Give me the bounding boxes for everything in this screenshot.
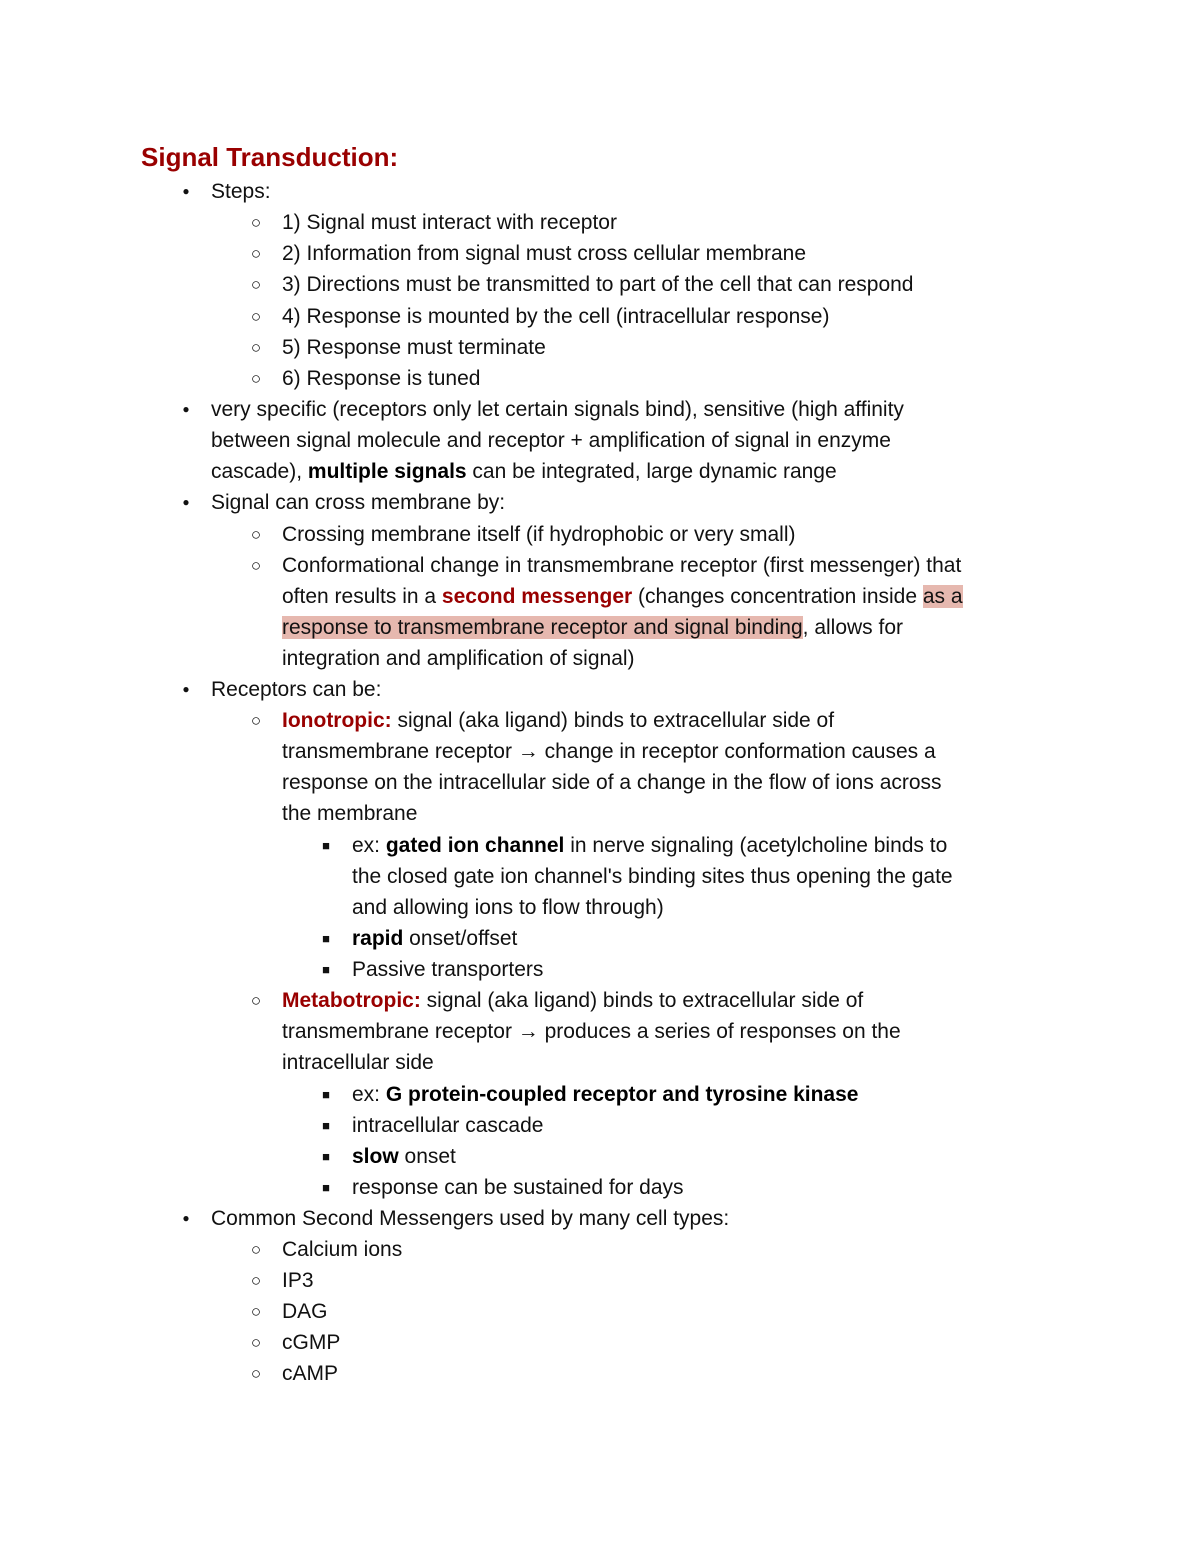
cross-item: Crossing membrane itself (if hydrophobic or very small) <box>282 523 796 546</box>
metabotropic-line: Metabotropic: signal (aka ligand) binds to extracellular side of <box>282 989 864 1012</box>
ionotropic-line: transmembrane receptor → change in receptor conformation causes a <box>282 740 936 763</box>
messenger-item: cGMP <box>282 1331 341 1354</box>
bullet-square: ■ <box>322 1180 330 1195</box>
bullet-square: ■ <box>322 838 330 853</box>
bullet-square: ■ <box>322 1118 330 1133</box>
step-item: 2) Information from signal must cross cellular membrane <box>282 242 807 265</box>
bullet-circle: ○ <box>250 275 262 294</box>
ionotropic-line: Ionotropic: signal (aka ligand) binds to extracellular side of <box>282 709 835 732</box>
cross-label: Signal can cross membrane by: <box>211 491 506 514</box>
bullet-dot: ● <box>182 495 190 509</box>
ionotropic-example: and allowing ions to flow through) <box>352 896 664 919</box>
ionotropic-passive: Passive transporters <box>352 958 544 981</box>
ionotropic-term: Ionotropic: <box>282 709 392 732</box>
metabotropic-sustained: response can be sustained for days <box>352 1176 684 1199</box>
metabotropic-cascade: intracellular cascade <box>352 1114 544 1137</box>
bullet-dot: ● <box>182 184 190 198</box>
metabotropic-line: transmembrane receptor → produces a series of responses on the <box>282 1020 901 1043</box>
bullet-circle: ○ <box>250 525 262 544</box>
properties-line: very specific (receptors only let certain signals bind), sensitive (high affinity <box>211 398 904 421</box>
ionotropic-example: ex: gated ion channel in nerve signaling (acetylcholine binds to <box>352 834 948 857</box>
ionotropic-line: the membrane <box>282 802 418 825</box>
bullet-circle: ○ <box>250 1333 262 1352</box>
steps-label: Steps: <box>211 180 271 203</box>
bullet-circle: ○ <box>250 307 262 326</box>
ionotropic-example: the closed gate ion channel's binding sites thus opening the gate <box>352 865 953 888</box>
step-item: 4) Response is mounted by the cell (intracellular response) <box>282 305 830 328</box>
cross-item: often results in a second messenger (changes concentration inside as a <box>282 585 963 608</box>
bullet-circle: ○ <box>250 991 262 1010</box>
bullet-square: ■ <box>322 1087 330 1102</box>
page-title: Signal Transduction: <box>141 142 399 172</box>
bullet-circle: ○ <box>250 244 262 263</box>
bullet-circle: ○ <box>250 369 262 388</box>
metabotropic-example: ex: G protein-coupled receptor and tyrosine kinase <box>352 1083 859 1106</box>
messenger-item: DAG <box>282 1300 328 1323</box>
second-messenger-term: second messenger <box>441 585 633 608</box>
bullet-circle: ○ <box>250 1271 262 1290</box>
bullet-circle: ○ <box>250 556 262 575</box>
bullet-square: ■ <box>322 931 330 946</box>
step-item: 5) Response must terminate <box>282 336 546 359</box>
messengers-label: Common Second Messengers used by many cell types: <box>211 1207 730 1230</box>
step-item: 3) Directions must be transmitted to part of the cell that can respond <box>282 273 914 296</box>
bullet-circle: ○ <box>250 711 262 730</box>
receptors-label: Receptors can be: <box>211 678 382 701</box>
highlighted-text: response to transmembrane receptor and signal binding <box>282 616 803 639</box>
highlighted-text: as a <box>922 585 963 608</box>
bullet-dot: ● <box>182 402 190 416</box>
step-item: 6) Response is tuned <box>282 367 481 390</box>
properties-line: cascade), multiple signals can be integrated, large dynamic range <box>211 460 837 483</box>
bullet-circle: ○ <box>250 1302 262 1321</box>
messenger-item: IP3 <box>282 1269 314 1292</box>
multiple-signals-term: multiple signals <box>307 460 467 483</box>
metabotropic-slow: slow onset <box>352 1145 456 1168</box>
bullet-dot: ● <box>182 1211 190 1225</box>
metabotropic-term: Metabotropic: <box>282 989 421 1012</box>
bullet-square: ■ <box>322 1149 330 1164</box>
properties-line: between signal molecule and receptor + amplification of signal in enzyme <box>211 429 891 452</box>
bullet-circle: ○ <box>250 1364 262 1383</box>
bullet-circle: ○ <box>250 213 262 232</box>
cross-item: response to transmembrane receptor and signal binding, allows for <box>282 616 904 639</box>
ionotropic-line: response on the intracellular side of a change in the flow of ions across <box>282 771 942 794</box>
messenger-item: cAMP <box>282 1362 339 1385</box>
step-item: 1) Signal must interact with receptor <box>282 211 617 234</box>
bullet-square: ■ <box>322 962 330 977</box>
cross-item: integration and amplification of signal) <box>282 647 635 670</box>
messenger-item: Calcium ions <box>282 1238 403 1261</box>
bullet-circle: ○ <box>250 338 262 357</box>
metabotropic-line: intracellular side <box>282 1051 434 1074</box>
cross-item: Conformational change in transmembrane receptor (first messenger) that <box>282 554 962 577</box>
bullet-dot: ● <box>182 682 190 696</box>
bullet-circle: ○ <box>250 1240 262 1259</box>
ionotropic-rapid: rapid onset/offset <box>352 927 518 950</box>
